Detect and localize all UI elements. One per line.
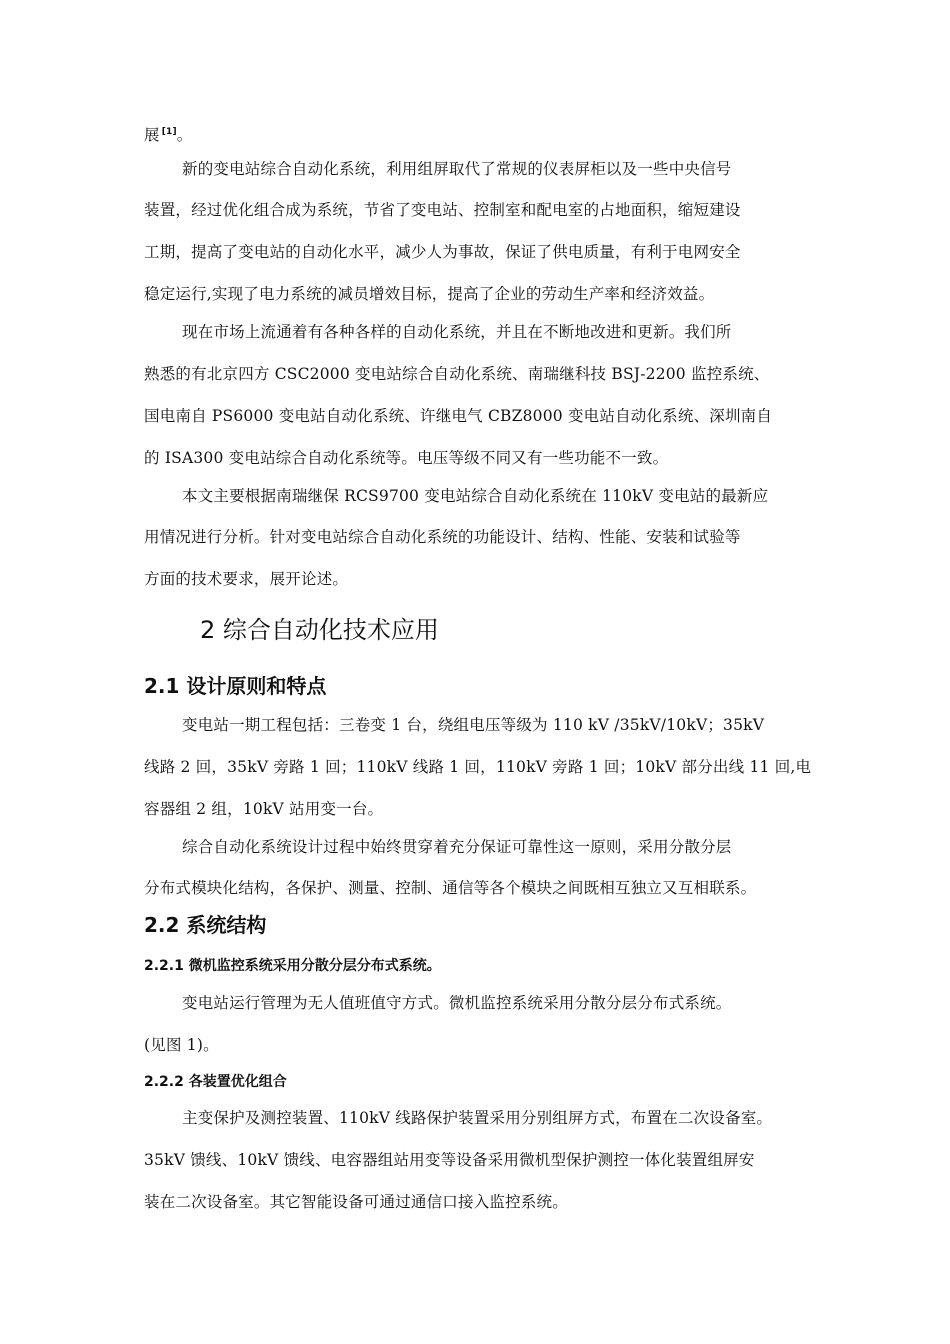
section-heading: 2.1 设计原则和特点 [144,674,327,698]
subsection-heading: 2.2.1 微机监控系统采用分散分层分布式系统。 [144,958,441,974]
paragraph-line: 现在市场上流通着有各种各样的自动化系统，并且在不断地改进和更新。我们所 [182,323,732,341]
paragraph-line: 熟悉的有北京四方 CSC2000 变电站综合自动化系统、南瑞继科技 BSJ-2200 监控系统、 [144,365,770,383]
paragraph-line: 装在二次设备室。其它智能设备可通过通信口接入监控系统。 [144,1193,568,1211]
paragraph-line: 装置，经过优化组合成为系统，节省了变电站、控制室和配电室的占地面积，缩短建设 [144,201,741,219]
paragraph-line: 工期，提高了变电站的自动化水平，减少人为事故，保证了供电质量，有利于电网安全 [144,243,741,261]
paragraph-line [144,122,193,145]
paragraph-line: 新的变电站综合自动化系统，利用组屏取代了常规的仪表屏柜以及一些中央信号 [182,160,732,178]
line-end: 。 [176,126,193,145]
line-text: 展 [144,126,160,145]
citation-reference: [1] [161,127,177,137]
paragraph-line: 35kV 馈线、10kV 馈线、电容器组站用变等设备采用微机型保护测控一体化装置组屏安 [144,1151,755,1169]
paragraph-line: 综合自动化系统设计过程中始终贯穿着充分保证可靠性这一原则，采用分散分层 [182,838,732,856]
paragraph-line: 变电站一期工程包括：三卷变 1 台，绕组电压等级为 110 kV /35kV/10kV；35kV [182,716,765,734]
paragraph-line: 稳定运行,实现了电力系统的减员增效目标，提高了企业的劳动生产率和经济效益。 [144,285,715,303]
paragraph-line: 用情况进行分析。针对变电站综合自动化系统的功能设计、结构、性能、安装和试验等 [144,528,741,546]
subsection-heading: 2.2.2 各装置优化组合 [144,1074,287,1090]
paragraph-line: 变电站运行管理为无人值班值守方式。微机监控系统采用分散分层分布式系统。 [182,994,732,1012]
paragraph-line: 本文主要根据南瑞继保 RCS9700 变电站综合自动化系统在 110kV 变电站的最新应 [182,487,769,505]
paragraph-line: 主变保护及测控装置、110kV 线路保护装置采用分别组屏方式，布置在二次设备室。 [182,1109,773,1127]
section-heading: 2.2 系统结构 [144,913,267,937]
paragraph-line: 的 ISA300 变电站综合自动化系统等。电压等级不同又有一些功能不一致。 [144,449,669,467]
paragraph-line: 国电南自 PS6000 变电站自动化系统、许继电气 CBZ8000 变电站自动化系统、深圳南自 [144,407,773,425]
paragraph-line: 方面的技术要求，展开论述。 [144,570,349,588]
paragraph-line: 容器组 2 组，10kV 站用变一台。 [144,800,384,818]
paragraph-line: (见图 1)。 [144,1036,219,1054]
chapter-heading: 2 综合自动化技术应用 [200,616,439,644]
paragraph-line: 线路 2 回，35kV 旁路 1 回；110kV 线路 1 回，110kV 旁路 1 回；10kV 部分出线 11 回,电 [144,758,812,776]
paragraph-line: 分布式模块化结构，各保护、测量、控制、通信等各个模块之间既相互独立又互相联系。 [144,879,757,897]
